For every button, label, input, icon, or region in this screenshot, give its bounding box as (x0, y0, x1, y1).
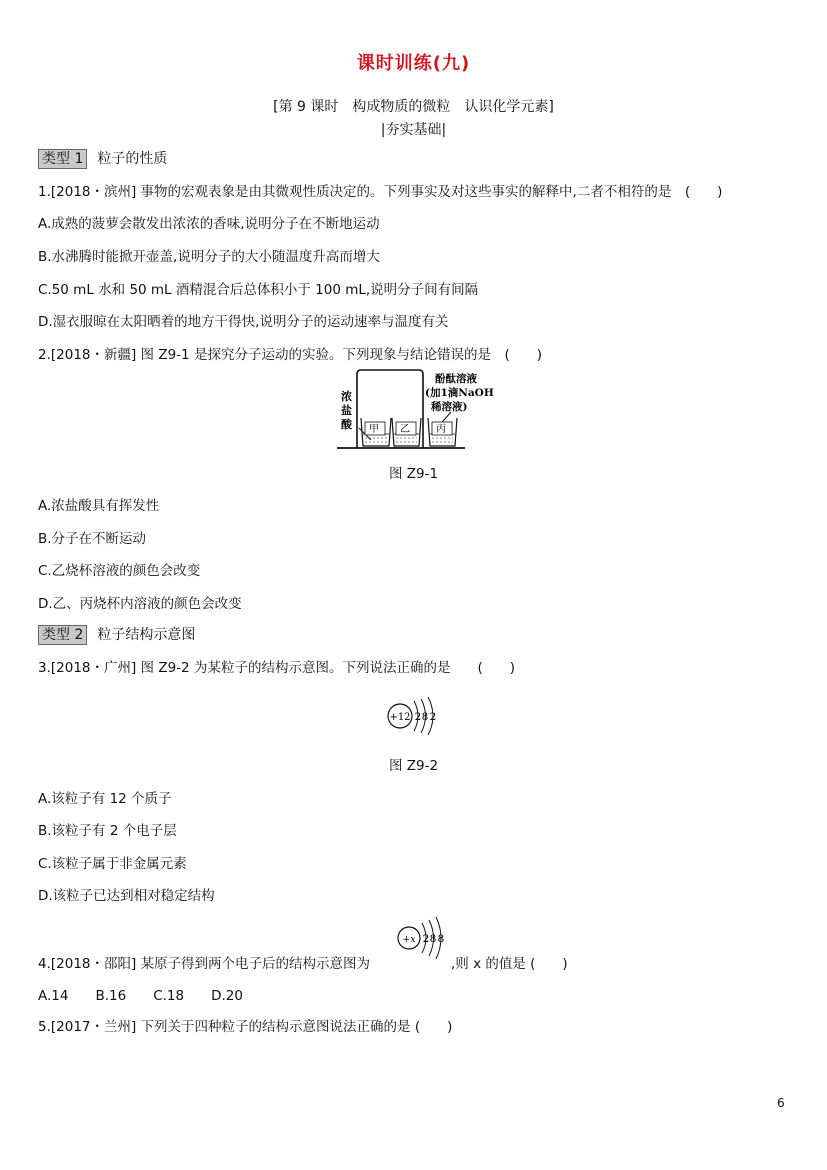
category-name: 粒子的性质 (97, 151, 168, 167)
beaker-label-bing: 丙 (436, 424, 446, 435)
question-4-options: A.14 B.16 C.18 D.20 (38, 988, 243, 1004)
question-4-stem-after: ,则 x 的值是 ( ) (451, 956, 568, 972)
figure-z9-2-caption: 图 Z9-2 (388, 758, 439, 774)
section-label: |夯实基础| (380, 122, 447, 138)
shell-2-electrons: 8 (429, 933, 437, 945)
beaker-label-yi: 乙 (400, 424, 410, 435)
shell-1-electrons: 2 (422, 933, 430, 945)
page-title: 课时训练(九) (356, 53, 471, 74)
shell-2-electrons: 8 (421, 711, 429, 723)
question-3-option-c: C.该粒子属于非金属元素 (38, 856, 187, 872)
label-naoh: (加1滴NaOH (425, 387, 494, 399)
shell-1-electrons: 2 (414, 711, 422, 723)
question-4-stem-before: 4.[2018・邵阳] 某原子得到两个电子后的结构示意图为 (38, 956, 371, 972)
category-2 (38, 624, 195, 645)
question-3-option-a: A.该粒子有 12 个质子 (38, 791, 172, 807)
category-tag: 类型 1 (38, 149, 87, 169)
nucleus-charge: +12 (389, 712, 411, 723)
label-phenolphthalein: 酚酞溶液 (435, 373, 477, 385)
category-tag: 类型 2 (38, 625, 87, 645)
question-1-option-b: B.水沸腾时能掀开壶盖,说明分子的大小随温度升高而增大 (38, 249, 380, 265)
label-hydrochloric: 盐 (341, 404, 352, 417)
question-1-stem: 1.[2018・滨州] 事物的宏观表象是由其微观性质决定的。下列事实及对这些事实的解释中,二者不相符的是 ( ) (38, 184, 723, 200)
label-concentrated: 浓 (341, 390, 352, 403)
question-3-option-b: B.该粒子有 2 个电子层 (38, 823, 177, 839)
question-2-option-d: D.乙、丙烧杯内溶液的颜色会改变 (38, 596, 242, 612)
question-4-atom-diagram (394, 913, 454, 965)
category-name: 粒子结构示意图 (97, 627, 196, 643)
question-2-stem: 2.[2018・新疆] 图 Z9-1 是探究分子运动的实验。下列现象与结论错误的是 ( ) (38, 347, 542, 363)
question-2-option-c: C.乙烧杯溶液的颜色会改变 (38, 563, 201, 579)
figure-z9-1-apparatus (335, 368, 505, 454)
question-1-option-a: A.成熟的菠萝会散发出浓浓的香味,说明分子在不断地运动 (38, 216, 380, 232)
question-2-option-a: A.浓盐酸具有挥发性 (38, 498, 160, 514)
question-3-stem: 3.[2018・广州] 图 Z9-2 为某粒子的结构示意图。下列说法正确的是 ( ) (38, 660, 515, 676)
figure-z9-2-atom-diagram (385, 693, 447, 743)
question-3-option-d: D.该粒子已达到相对稳定结构 (38, 888, 215, 904)
label-dilute: 稀溶液) (431, 401, 468, 413)
beaker-label-jia: 甲 (369, 424, 379, 435)
shell-3-electrons: 8 (437, 933, 445, 945)
question-1-option-c: C.50 mL 水和 50 mL 酒精混合后总体积小于 100 mL,说明分子间有间隔 (38, 282, 479, 298)
question-1-option-d: D.湿衣服晾在太阳晒着的地方干得快,说明分子的运动速率与温度有关 (38, 314, 449, 330)
question-5-stem: 5.[2017・兰州] 下列关于四种粒子的结构示意图说法正确的是 ( ) (38, 1019, 453, 1035)
lesson-subtitle: [第 9 课时 构成物质的微粒 认识化学元素] (273, 99, 554, 115)
question-2-option-b: B.分子在不断运动 (38, 531, 147, 547)
page-number: 6 (777, 1096, 785, 1110)
category-1 (38, 148, 167, 169)
shell-3-electrons: 2 (429, 711, 437, 723)
label-acid: 酸 (341, 418, 352, 431)
nucleus-charge: +x (402, 934, 416, 945)
figure-z9-1-caption: 图 Z9-1 (388, 466, 439, 482)
